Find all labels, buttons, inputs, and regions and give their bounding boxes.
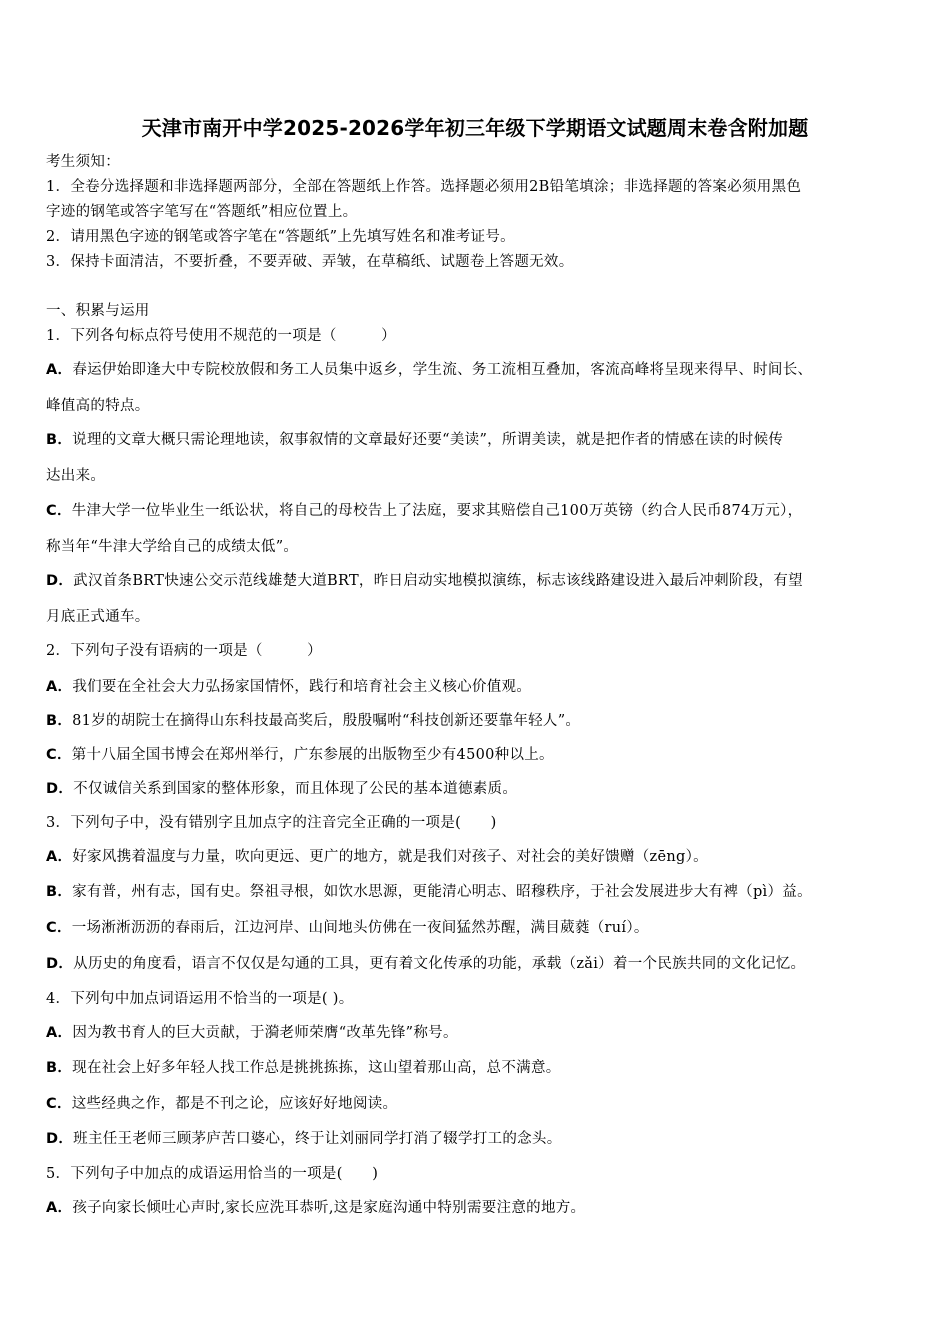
option-row <box>46 745 906 765</box>
option-row <box>46 779 906 799</box>
option-text: 牛津大学一位毕业生一纸讼状，将自己的母校告上了法庭，要求其赔偿自己100万英镑（约合人民币874万元）， <box>71 503 803 519</box>
option-letter: A． <box>46 679 73 695</box>
option-row <box>46 1023 906 1043</box>
option-text: 春运伊始即逢大中专院校放假和务工人员集中返乡，学生流、务工流相互叠加，客流高峰将呈现来得早、时间长、 <box>72 362 813 378</box>
option-text-continued: 达出来。 <box>46 468 106 484</box>
option-text-continued: 峰值高的特点。 <box>46 398 150 414</box>
option-letter: C． <box>46 1096 72 1112</box>
option-letter: D． <box>46 1131 74 1147</box>
option-row <box>46 882 906 902</box>
option-row <box>46 501 906 521</box>
option-text: 武汉首条BRT快速公交示范线雄楚大道BRT，昨日启动实地模拟演练，标志该线路建设进入最后冲刺阶段，有望 <box>73 573 803 589</box>
option-text-continued: 称当年“牛津大学给自己的成绩太低”。 <box>46 539 299 555</box>
option-row <box>46 1129 906 1149</box>
option-text: 现在社会上好多年轻人找工作总是挑挑拣拣，这山望着那山高，总不满意。 <box>72 1060 561 1076</box>
question-stem: 3．下列句子中，没有错别字且加点字的注音完全正确的一项是( ) <box>46 815 497 831</box>
notice-item: 2．请用黑色字迹的钢笔或答字笔在“答题纸”上先填写姓名和准考证号。 <box>46 229 515 245</box>
option-text: 一场淅淅沥沥的春雨后，江边河岸、山间地头仿佛在一夜间猛然苏醒，满目葳蕤（ruí）。 <box>71 920 649 936</box>
question-stem: 4．下列句中加点词语运用不恰当的一项是( )。 <box>46 991 354 1007</box>
option-text: 第十八届全国书博会在郑州举行，广东参展的出版物至少有4500种以上。 <box>71 747 554 763</box>
option-row <box>46 954 906 974</box>
option-text: 不仅诚信关系到国家的整体形象，而且体现了公民的基本道德素质。 <box>73 781 518 797</box>
notice-item: 字迹的钢笔或答字笔写在“答题纸”相应位置上。 <box>46 204 358 220</box>
section-heading: 一、积累与运用 <box>46 303 150 319</box>
option-letter: B． <box>46 432 73 448</box>
question-stem: 5．下列句子中加点的成语运用恰当的一项是( ) <box>46 1166 379 1182</box>
option-letter: B． <box>46 713 73 729</box>
option-text: 这些经典之作，都是不刊之论，应该好好地阅读。 <box>71 1096 398 1112</box>
option-row <box>46 677 906 697</box>
option-text: 家有普，州有志，国有史。祭祖寻根，如饮水思源，更能清心明志、昭穆秩序，于社会发展进步大有裨（pì）益。 <box>72 884 812 900</box>
notice-item: 3．保持卡面清洁，不要折叠，不要弄破、弄皱，在草稿纸、试题卷上答题无效。 <box>46 254 574 270</box>
option-row <box>46 1094 906 1114</box>
option-letter: D． <box>46 573 74 589</box>
option-letter: D． <box>46 781 74 797</box>
option-text: 班主任王老师三顾茅庐苦口婆心，终于让刘丽同学打消了辍学打工的念头。 <box>73 1131 562 1147</box>
option-letter: A． <box>46 362 73 378</box>
notice-item: 1．全卷分选择题和非选择题两部分，全部在答题纸上作答。选择题必须用2B铅笔填涂；非选择题的答案必须用黑色 <box>46 179 802 195</box>
option-letter: D． <box>46 956 74 972</box>
option-letter: A． <box>46 849 73 865</box>
option-letter: B． <box>46 1060 73 1076</box>
option-text: 孩子向家长倾吐心声时,家长应洗耳恭听,这是家庭沟通中特别需要注意的地方。 <box>72 1200 586 1216</box>
option-letter: A． <box>46 1200 73 1216</box>
option-text: 81岁的胡院士在摘得山东科技最高奖后，殷殷嘱咐“科技创新还要靠年轻人”。 <box>72 713 581 729</box>
page-title: 天津市南开中学2025-2026学年初三年级下学期语文试题周末卷含附加题 <box>141 116 809 140</box>
option-text: 从历史的角度看，语言不仅仅是勾通的工具，更有着文化传承的功能，承载（zǎi）着一个民族共同的文化记忆。 <box>73 956 806 972</box>
question-stem: 2．下列句子没有语病的一项是（ ） <box>46 643 322 659</box>
option-row <box>46 1058 906 1078</box>
option-row <box>46 918 906 938</box>
option-row <box>46 571 906 591</box>
option-letter: C． <box>46 747 72 763</box>
option-text-continued: 月底正式通车。 <box>46 609 150 625</box>
option-letter: B． <box>46 884 73 900</box>
question-stem: 1．下列各句标点符号使用不规范的一项是（ ） <box>46 328 396 344</box>
option-letter: A． <box>46 1025 73 1041</box>
option-letter: C． <box>46 503 72 519</box>
option-row <box>46 711 906 731</box>
option-text: 我们要在全社会大力弘扬家国情怀，践行和培育社会主义核心价值观。 <box>72 679 532 695</box>
option-text: 说理的文章大概只需论理地读，叙事叙情的文章最好还要“美读”，所谓美读，就是把作者的情感在读的时候传 <box>72 432 784 448</box>
notice-heading: 考生须知： <box>46 154 120 170</box>
option-letter: C． <box>46 920 72 936</box>
option-text: 好家风携着温度与力量，吹向更远、更广的地方，就是我们对孩子、对社会的美好馈赠（zēng）。 <box>72 849 708 865</box>
option-row <box>46 847 906 867</box>
option-row <box>46 430 906 450</box>
option-text: 因为教书育人的巨大贡献，于漪老师荣膺“改革先锋”称号。 <box>72 1025 458 1041</box>
option-row <box>46 1198 906 1218</box>
option-row <box>46 360 906 380</box>
